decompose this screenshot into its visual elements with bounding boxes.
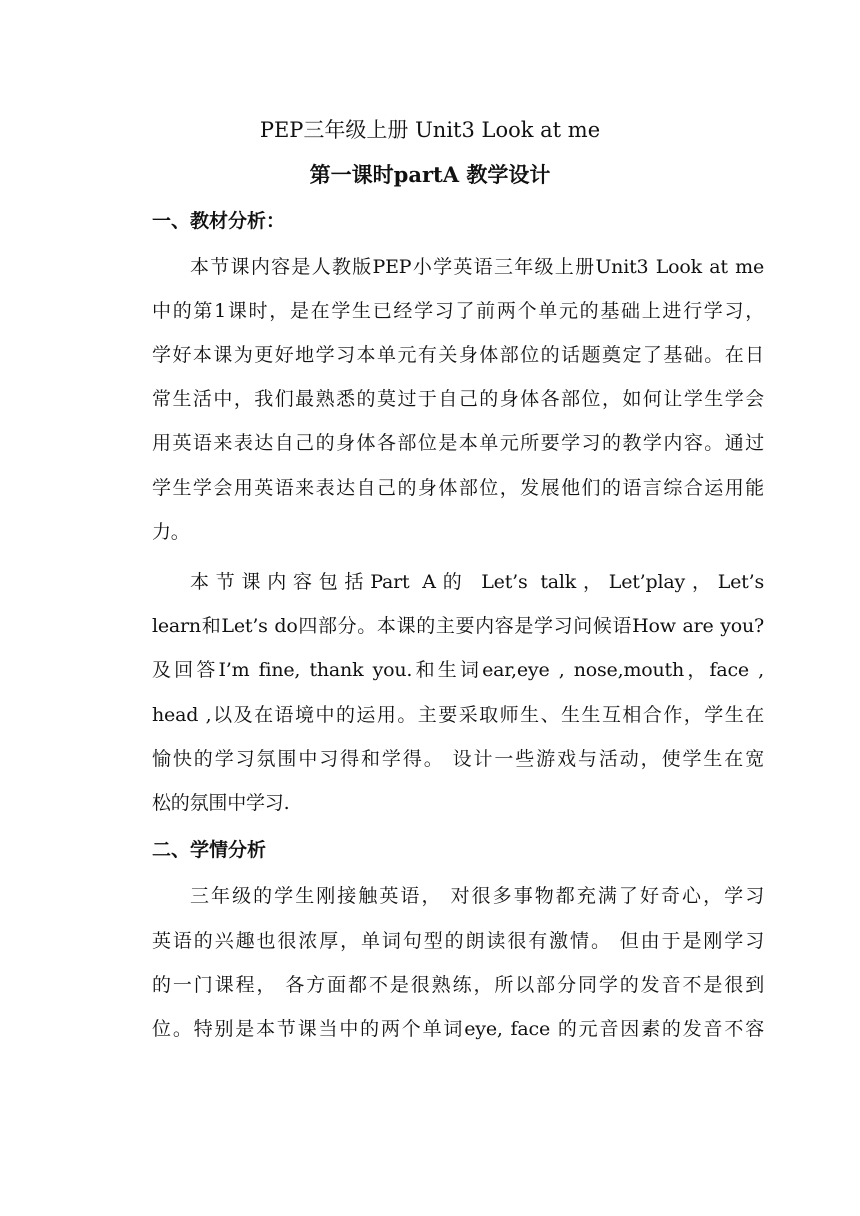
paragraph-line: 愉快的学习氛围中习得和学得。 设计一些游戏与活动，使学生在宽 bbox=[152, 748, 764, 770]
section-heading-textbook-analysis: 一、教材分析： bbox=[152, 210, 286, 232]
document-subtitle: 第一课时partA 教学设计 bbox=[309, 162, 551, 187]
paragraph-line: 本节课内容包括Part A的 Let’s talk，Let’play，Let’s bbox=[190, 571, 764, 593]
paragraph-line: 中的第1课时，是在学生已经学习了前两个单元的基础上进行学习， bbox=[152, 300, 764, 322]
section-heading-learner-analysis: 二、学情分析 bbox=[152, 839, 267, 861]
paragraph-line: 学生学会用英语来表达自己的身体部位，发展他们的语言综合运用能 bbox=[152, 477, 764, 499]
paragraph-line: 三年级的学生刚接触英语， 对很多事物都充满了好奇心，学习 bbox=[190, 885, 764, 907]
paragraph-line: 位。特别是本节课当中的两个单词eye, face 的元音因素的发音不容 bbox=[152, 1018, 764, 1040]
paragraph-line: 英语的兴趣也很浓厚，单词句型的朗读很有激情。 但由于是刚学习 bbox=[152, 930, 764, 952]
paragraph-line: 常生活中，我们最熟悉的莫过于自己的身体各部位，如何让学生学会 bbox=[152, 388, 764, 410]
paragraph-line: 及回答I’m fine, thank you.和生词ear,eye , nose,mouth，face , bbox=[152, 659, 764, 681]
paragraph-line: 用英语来表达自己的身体各部位是本单元所要学习的教学内容。通过 bbox=[152, 432, 764, 454]
paragraph-line: learn和Let’s do四部分。本课的主要内容是学习问候语How are you? bbox=[152, 615, 764, 637]
paragraph-line: 学好本课为更好地学习本单元有关身体部位的话题奠定了基础。在日 bbox=[152, 344, 764, 366]
paragraph-line: 的一门课程， 各方面都不是很熟练，所以部分同学的发音不是很到 bbox=[152, 974, 764, 996]
paragraph-line: 松的氛围中学习. bbox=[152, 792, 290, 814]
paragraph-line: 力。 bbox=[152, 521, 190, 543]
paragraph-line: head ,以及在语境中的运用。主要采取师生、生生互相合作，学生在 bbox=[152, 704, 764, 726]
document-title: PEP三年级上册 Unit3 Look at me bbox=[259, 118, 601, 142]
paragraph-line: 本节课内容是人教版PEP小学英语三年级上册Unit3 Look at me bbox=[190, 256, 764, 278]
